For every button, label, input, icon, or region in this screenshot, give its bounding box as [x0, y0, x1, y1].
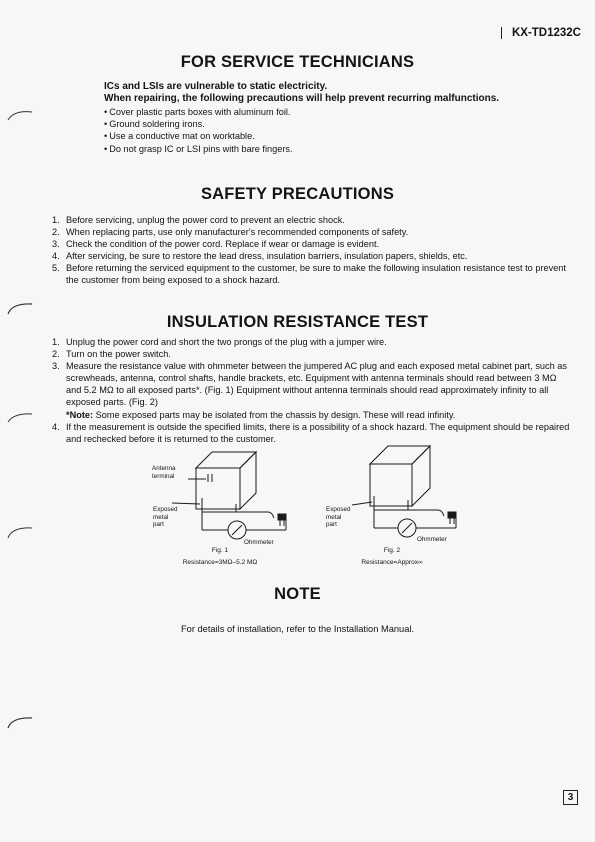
fig-1-resistance: Resistance=3MΩ–5.2 MΩ: [182, 559, 258, 566]
binder-mark: [6, 524, 34, 540]
binder-mark: [6, 108, 34, 122]
insulation-list: [52, 336, 572, 445]
bullet-item: • Use a conductive mat on worktable.: [104, 130, 293, 142]
cabinet-side: [412, 446, 430, 506]
safety-title: SAFETY PRECAUTIONS: [200, 185, 395, 203]
figure-2-diagram: [322, 434, 472, 554]
fig-2-caption: Fig. 2: [383, 547, 401, 554]
safety-list: [52, 214, 572, 287]
bullet-item: • Ground soldering irons.: [104, 118, 293, 130]
fig-1-caption: Fig. 1: [211, 547, 229, 554]
repair-warning: When repairing, the following precautions will help prevent recurring malfunctions.: [104, 93, 500, 104]
safety-item: 1. Before servicing, unplug the power cord to prevent an electric shock.: [52, 215, 345, 225]
binder-mark: [6, 714, 34, 730]
safety-item: 3. Check the condition of the power cord. Replace if wear or damage is evident.: [52, 239, 380, 250]
figure-1-diagram: [150, 446, 305, 556]
insulation-item: 1. Unplug the power cord and short the two prongs of the plug with a jumper wire.: [52, 337, 387, 347]
service-title: FOR SERVICE TECHNICIANS: [180, 53, 415, 71]
note-title: NOTE: [274, 585, 321, 603]
cabinet-front: [370, 464, 412, 506]
ohmmeter-label-2: Ohmmeter: [417, 536, 447, 543]
insulation-title: INSULATION RESISTANCE TEST: [166, 313, 429, 331]
binder-mark: [6, 300, 34, 316]
ohmmeter-label-1: Ohmmeter: [244, 539, 274, 546]
precaution-bullets: [104, 106, 293, 155]
model-number: KX-TD1232C: [501, 27, 581, 39]
insulation-item: 3. Measure the resistance value with ohmmeter between the jumpered AC plug and each exposed metal cabinet part, such as screwheads, antenna, control shafts, handle brackets, etc. Equipment with antenna terminals should read between 3 MΩ and 5.2 MΩ to all exposed parts*. (Fig. 1) Equipment without antenna terminals should read approximately infinity to all exposed parts. (Fig. 2) *Note: Some exposed parts may be isolated from the chassis by design. These will read infinity.: [52, 361, 568, 420]
cabinet-side: [240, 452, 256, 509]
static-warning: ICs and LSIs are vulnerable to static electricity.: [104, 81, 328, 92]
insulation-item: 2. Turn on the power switch.: [52, 349, 171, 360]
bullet-item: • Do not grasp IC or LSI pins with bare fingers.: [104, 143, 293, 155]
note-text: Some exposed parts may be isolated from the chassis by design. These will read infinity.: [93, 409, 456, 420]
exposed-part-label-1: Exposed metal part: [153, 506, 178, 528]
bullet-item: • Cover plastic parts boxes with aluminum foil.: [104, 106, 293, 118]
fig-2-resistance: Resistance=Approx∞: [361, 559, 423, 566]
page-number: 3: [563, 790, 578, 805]
safety-item: 4. After servicing, be sure to restore the lead dress, insulation barriers, insulation papers, shields, etc.: [52, 251, 468, 262]
cabinet-front: [196, 468, 240, 509]
antenna-terminal-label: Antenna terminal: [152, 465, 176, 480]
note-label: *Note:: [66, 409, 94, 420]
binder-mark: [6, 410, 34, 424]
cabinet-top: [196, 452, 256, 468]
exposed-part-label-2: Exposed metal part: [326, 506, 351, 528]
safety-item: 2. When replacing parts, use only manufacturer's recommended components of safety.: [52, 227, 409, 238]
insulation-item: 4. If the measurement is outside the specified limits, there is a possibility of a shock hazard. The equipment should be repaired and rechecked before it is returned to the customer.: [52, 421, 570, 444]
installation-note: For details of installation, refer to the Installation Manual.: [180, 624, 415, 634]
safety-item: 5. Before returning the serviced equipment to the customer, be sure to make the following insulation resistance test to prevent the customer from being exposed to a shock hazard.: [52, 263, 566, 286]
